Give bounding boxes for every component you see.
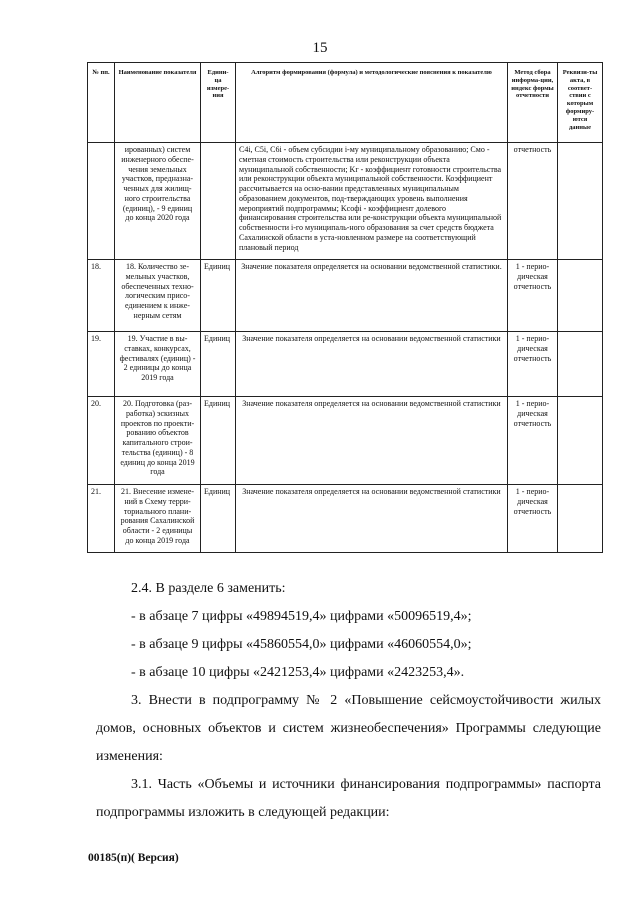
paragraph-item-3: 3. Внести в подпрограмму № 2 «Повышение сейсмоустойчивости жилых домов, основных объектов и систем жизнеобеспечения» Программы следующие изменения: xyxy=(96,693,601,764)
paragraph-replace-9: - в абзаце 9 цифры «45860554,0» цифрами «46060554,0»; xyxy=(131,637,472,652)
row-algorithm: Значение показателя определяется на основании ведомственной статистики. xyxy=(236,260,508,332)
row-method: отчетность xyxy=(508,143,558,260)
table-header-row xyxy=(88,63,603,143)
footer-document-code: 00185(п)( Версия) xyxy=(88,852,179,864)
row-act xyxy=(558,332,603,397)
row-unit xyxy=(201,143,236,260)
row-num: 18. xyxy=(88,260,115,332)
row-name: 19. Участие в вы-ставках, конкурсах, фестивалях (единиц) - 2 единицы до конца 2019 года xyxy=(115,332,201,397)
paragraph-replace-10: - в абзаце 10 цифры «2421253,4» цифрами «2423253,4». xyxy=(131,665,465,680)
row-name: ированных) систем инженерного обеспе-чения земельных участков, предназна-ченных для жилищ-ного строительства (единиц), - 9 единиц до конца 2020 года xyxy=(115,143,201,260)
row-unit: Единиц xyxy=(201,397,236,485)
row-method: 1 - перио-дическая отчетность xyxy=(508,485,558,553)
header-algorithm: Алгоритм формирования (формула) и методологические пояснения к показателю xyxy=(236,63,508,143)
header-act: Реквизи-ты акта, в соответ-ствии с которым формиру-ются данные xyxy=(558,63,603,143)
row-num: 19. xyxy=(88,332,115,397)
body-text xyxy=(96,575,601,827)
row-num: 21. xyxy=(88,485,115,553)
paragraph-section-2-4: 2.4. В разделе 6 заменить: xyxy=(131,581,286,596)
header-num: № пп. xyxy=(88,63,115,143)
row-method: 1 - перио-дическая отчетность xyxy=(508,332,558,397)
row-algorithm: C4i, C5i, C6i - объем субсидии i-му муниципальному образованию; Cмо - сметная стоимость строительства или реконструкции объекта муниципальной собственности; Kг - коэффициент готовности строительства или реконструкции объекта муниципальной собственности. Коэффициент рассчитывается на осно-вании представленных муниципальным образованием документов, под-тверждающих уровень выполнения мероприятий подпрограммы; Kcофi - коэффициент долевого финансирования строительства или ре-конструкции объекта муниципальной собственности i-го муниципаль-ного образования за счет средств бюджета Сахалинской области в уста-новленном размере на соответствующий плановый период xyxy=(236,143,508,260)
row-unit: Единиц xyxy=(201,332,236,397)
table-row xyxy=(88,260,603,332)
row-method: 1 - перио-дическая отчетность xyxy=(508,397,558,485)
row-act xyxy=(558,143,603,260)
row-algorithm: Значение показателя определяется на основании ведомственной статистики xyxy=(236,332,508,397)
row-algorithm: Значение показателя определяется на основании ведомственной статистики xyxy=(236,397,508,485)
row-name: 21. Внесение измене-ний в Схему терри-ториального плани-рования Сахалинской области - 2 единицы до конца 2019 года xyxy=(115,485,201,553)
row-num: 20. xyxy=(88,397,115,485)
paragraph-item-3-1: 3.1. Часть «Объемы и источники финансирования подпрограммы» паспорта подпрограммы изложить в следующей редакции: xyxy=(96,777,601,820)
table-row xyxy=(88,397,603,485)
indicators-table xyxy=(87,62,603,553)
row-method: 1 - перио-дическая отчетность xyxy=(508,260,558,332)
row-algorithm: Значение показателя определяется на основании ведомственной статистики xyxy=(236,485,508,553)
table-row xyxy=(88,332,603,397)
table-row xyxy=(88,485,603,553)
header-method: Метод сбора информа-ции, индекс формы отчетности xyxy=(508,63,558,143)
row-act xyxy=(558,260,603,332)
row-num xyxy=(88,143,115,260)
row-name: 20. Подготовка (раз-работка) эскизных проектов по проекти-рованию объектов капитального строи-тельства (единиц) - 8 единиц до конца 2019 года xyxy=(115,397,201,485)
row-unit: Единиц xyxy=(201,485,236,553)
row-act xyxy=(558,397,603,485)
table-row xyxy=(88,143,603,260)
row-act xyxy=(558,485,603,553)
paragraph-replace-7: - в абзаце 7 цифры «49894519,4» цифрами «50096519,4»; xyxy=(131,609,472,624)
row-unit: Единиц xyxy=(201,260,236,332)
header-unit: Едини-ца измере-ния xyxy=(201,63,236,143)
row-name: 18. Количество зе-мельных участков, обеспеченных техно-логическим присо-единением к инже-нерным сетям xyxy=(115,260,201,332)
page-number: 15 xyxy=(312,40,328,56)
header-name: Наименование показателя xyxy=(115,63,201,143)
